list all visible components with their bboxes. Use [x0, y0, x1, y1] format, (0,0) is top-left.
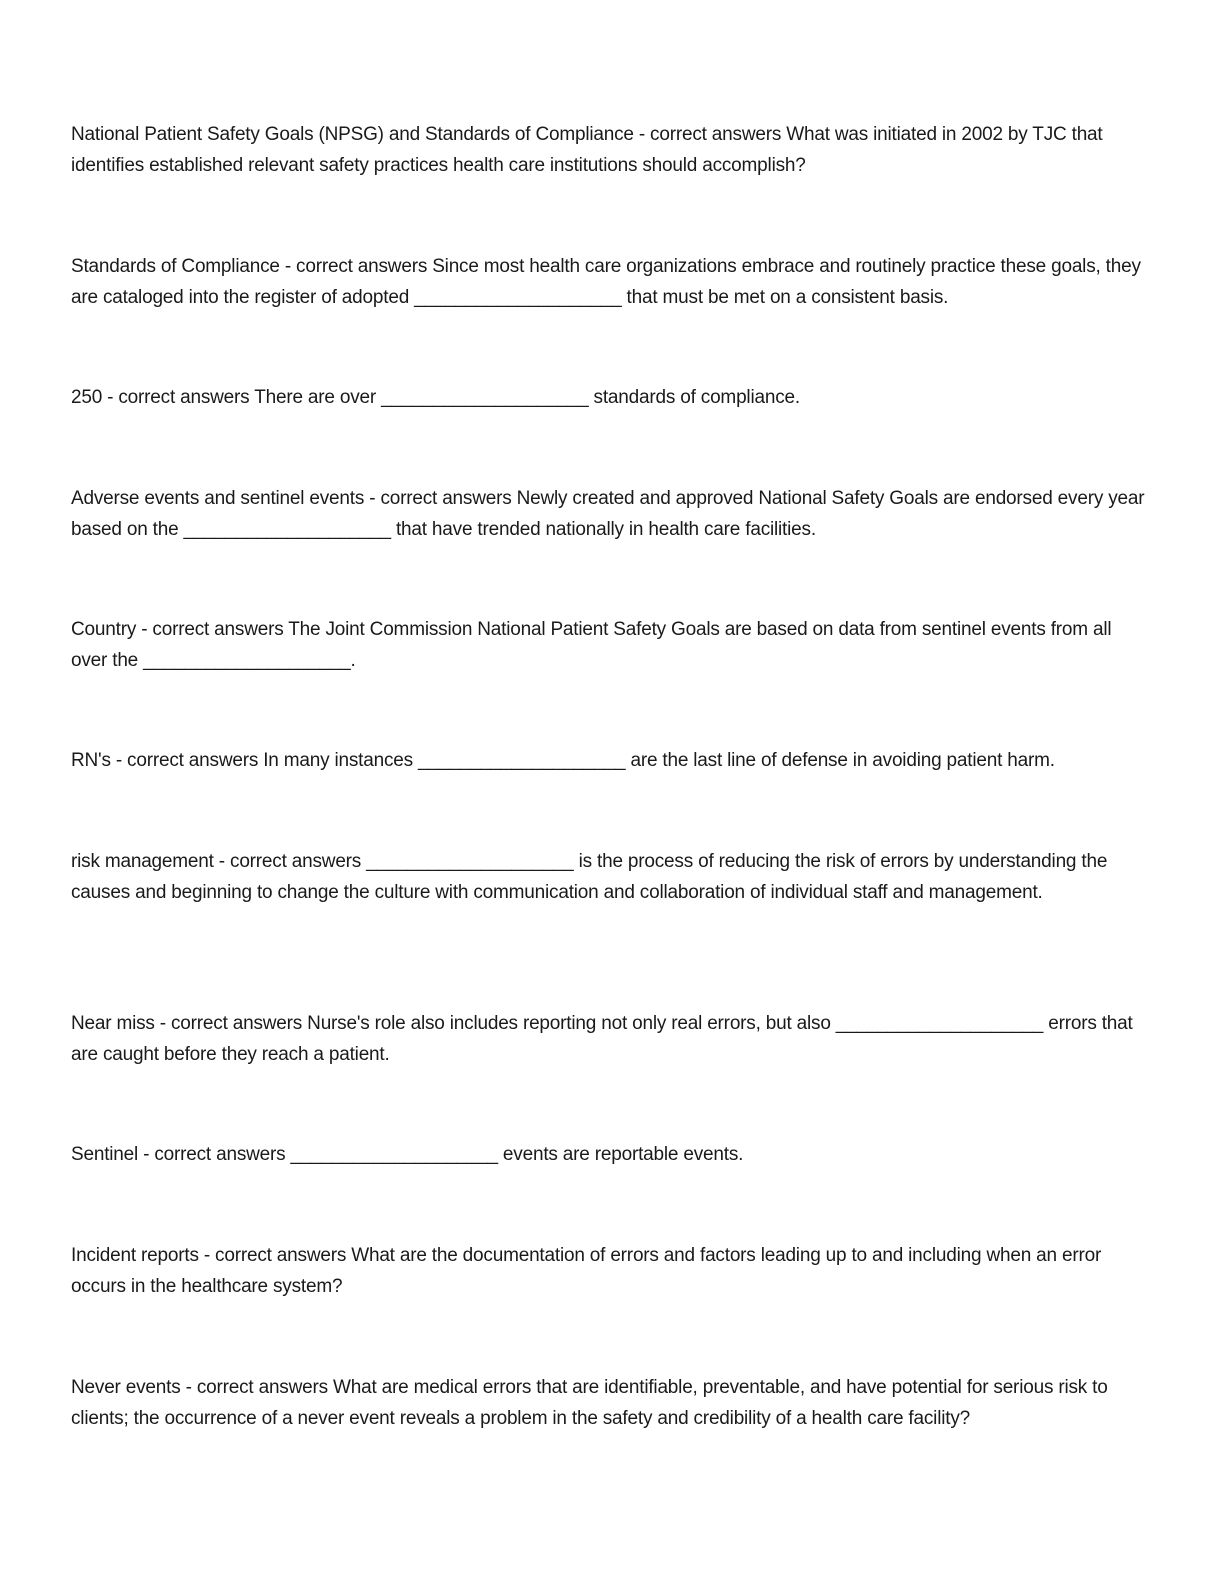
qa-entry-risk-management: risk management - correct answers ____________________ is the process of reducing the risk of errors by understanding the causes and beginning to change the culture with communication and collaboration of individual staff and management.	[71, 851, 1108, 903]
qa-entry-standards-of-compliance: Standards of Compliance - correct answers Since most health care organizations embrace and routinely practice these goals, they are cataloged into the register of adopted ____________________ that must be met on a consistent basis.	[71, 256, 1141, 308]
qa-entry-incident-reports: Incident reports - correct answers What are the documentation of errors and factors leading up to and including when an error occurs in the healthcare system?	[71, 1245, 1102, 1297]
qa-entry-sentinel: Sentinel - correct answers ____________________ events are reportable events.	[71, 1144, 744, 1165]
qa-entry-country: Country - correct answers The Joint Commission National Patient Safety Goals are based on data from sentinel events from all over the ____________________.	[71, 619, 1112, 671]
qa-entry-250: 250 - correct answers There are over ____________________ standards of compliance.	[71, 387, 800, 408]
qa-entry-never-events: Never events - correct answers What are medical errors that are identifiable, preventable, and have potential for serious risk to clients; the occurrence of a never event reveals a problem in the safety and credibility of a health care facility?	[71, 1377, 1108, 1429]
qa-entry-npsg: National Patient Safety Goals (NPSG) and Standards of Compliance - correct answers What was initiated in 2002 by TJC that identifies established relevant safety practices health care institutions should accomplish?	[71, 124, 1103, 176]
qa-entry-near-miss: Near miss - correct answers Nurse's role also includes reporting not only real errors, but also ____________________ errors that are caught before they reach a patient.	[71, 1013, 1133, 1065]
qa-entry-adverse-events: Adverse events and sentinel events - correct answers Newly created and approved National Safety Goals are endorsed every year based on the ____________________ that have trended nationally in health care facilities.	[71, 488, 1145, 540]
qa-entry-rns: RN's - correct answers In many instances ____________________ are the last line of defense in avoiding patient harm.	[71, 750, 1055, 771]
